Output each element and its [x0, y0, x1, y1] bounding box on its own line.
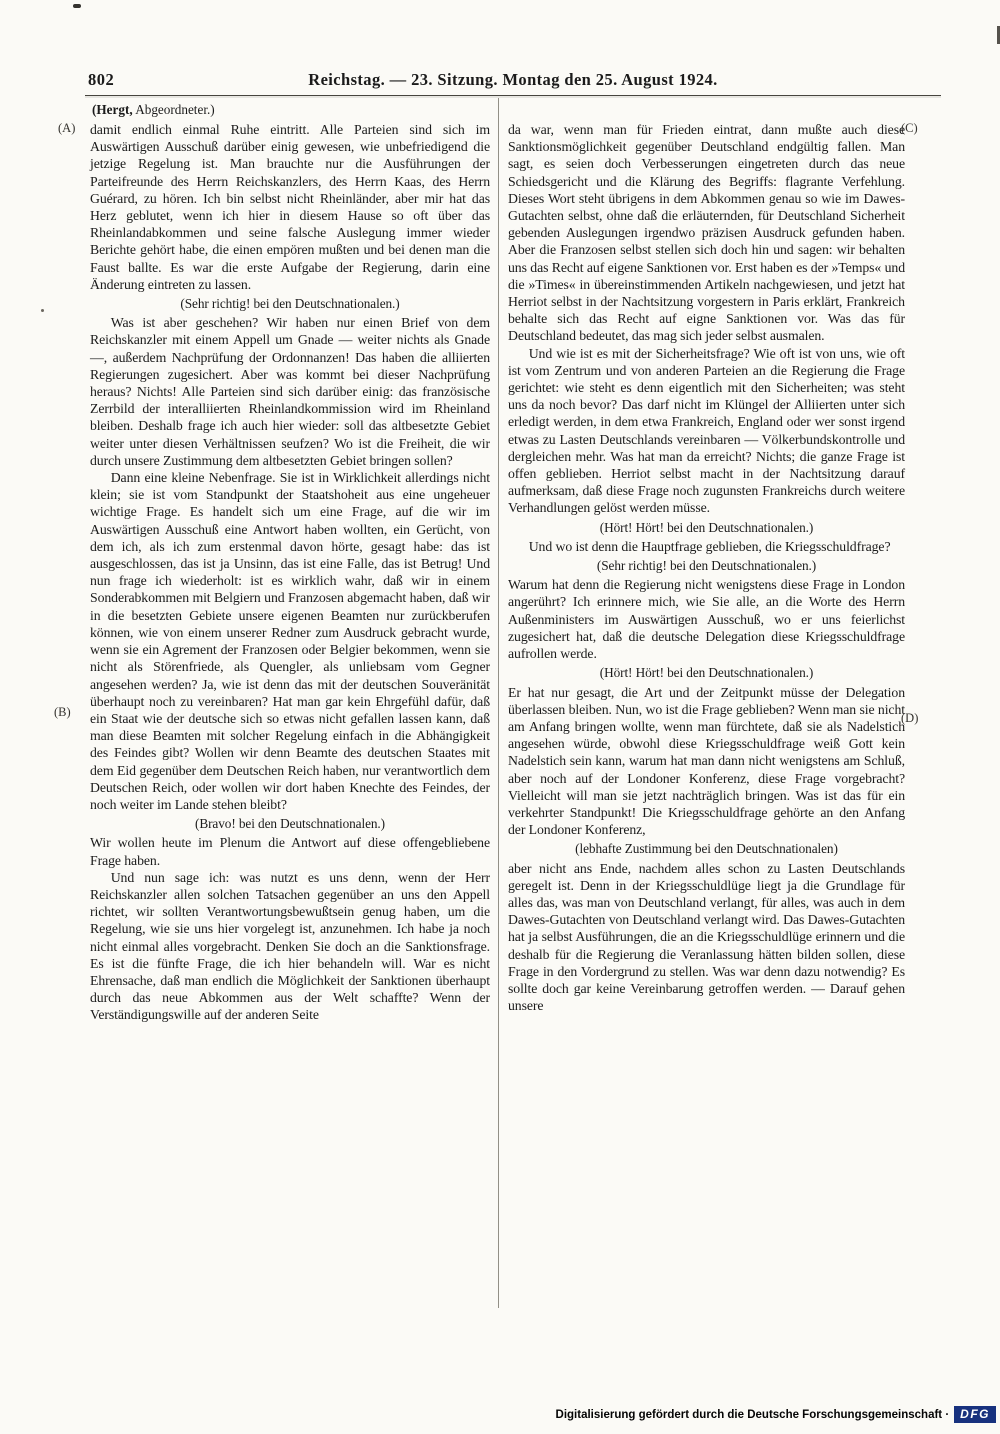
interjection: (Sehr richtig! bei den Deutschnationalen.): [180, 296, 400, 312]
scan-speck: [73, 4, 81, 8]
column-marker-d: (D): [901, 711, 919, 725]
column-divider: [498, 98, 499, 1308]
header-rule: [85, 95, 941, 96]
paragraph: Wir wollen heute im Plenum die Antwort auf diese offengebliebene Frage haben.: [90, 835, 490, 868]
paragraph: Warum hat denn die Regierung nicht wenigstens diese Frage in London angerührt? Ich erinnere mich, wie Sie alle, an die Worte des Herrn Außenministers im Auswärtigen Ausschuß, wo er uns feierlichst zugesichert hat, daß die deutsche Delegation diese Kriegsschuldfrage aufrollen werde.: [508, 577, 905, 662]
right-column: [508, 121, 905, 1014]
interjection: (Hört! Hört! bei den Deutschnationalen.): [599, 519, 814, 535]
scan-speck: [41, 309, 44, 312]
paragraph: aber nicht ans Ende, nachdem alles schon zu Lasten Deutschlands geregelt ist. Denn in der Kriegsschuldlüge liegt ja die Grundlage für alles das, was man von Deutschland verlangt, für alles, was auch in dem Dawes-Gutachten von Deutschland verlangt wird. Das Dawes-Gutachten hat ja selbst Ausführungen, die an die Kriegsschuldlüge erinnern und die deshalb für die Regierung die Veranlassung hätten bilden sollen, diese Frage in den Vordergrund zu stellen. Was war denn dazu notwendig? Es sollte doch gar keine Vereinbarung getroffen werden. — Darauf gehen unsere: [508, 860, 905, 1014]
speaker-name: (Hergt,: [92, 102, 133, 117]
interjection: (Hört! Hört! bei den Deutschnationalen.): [599, 665, 814, 681]
paragraph: Was ist aber geschehen? Wir haben nur einen Brief von dem Reichskanzler mit einem Appell um Gnade — weiter nichts als Gnade —, außerdem Nachprüfung der Ordonnanzen! Das haben die alliierten Regierungen zugesichert. Aber was kommt bei dieser Nachprüfung heraus? Nichts! Alle Parteien sind sich darüber einig: das französische Zerrbild der interalliierten Rheinlandkommission wird im Rheinland bleiben. Deshalb frage ich auch hier wieder: soll das altbesetzte Gebiet weiter unter diesen Verhältnissen seufzen? Wo ist die Freiheit, die wir durch unsere Zustimmung dem altbesetzten Gebiet bringen sollen?: [90, 315, 490, 468]
paragraph: Dann eine kleine Nebenfrage. Sie ist in Wirklichkeit allerdings nicht klein; sie ist vom Standpunkt der Staatshoheit aus eine ungeheuer wichtige Frage. Es handelt sich um eine Frage, auf die wir im Auswärtigen Ausschuß eine Antwort haben wollten, ein Gerücht, von dem ich, als ich zum erstenmal davon hörte, gesagt habe: das ist ausgeschlossen, das ist ja Unsinn, das ist eine Falle, das ist Betrug! Und nun frage ich wiederholt: ist es wirklich wahr, daß wir in einem Sonderabkommen mit Belgiern und Franzosen abgemacht haben, daß wir in die besetzten Gebiete unsere eigenen Beamten nur zurückberufen können, wie von einem unserer Redner zum Ausdruck gebracht wurde, wenn sie ein Agrement der Franzosen oder Belgier bekommen, wenn sie nicht als Störenfriede, als Quengler, als unliebsam vom Gegner angesehen werden? Ja, wie ist denn das mit der deutschen Souveränität überhaupt noch zu vereinbaren? Hat man gar kein Ehrgefühl dafür, daß ein Staat wie der deutsche sich so etwas nicht gefallen lassen kann, daß man diese Beamten mit solcher Regelung einfach in die Abhängigkeit des Feindes gibt? Wollen wir denn Beamte des deutschen Staates mit dem Eid gegenüber dem Deutschen Reich haben, nur verantwortlich dem Deutschen Reich, oder wollen wir dort haben Knechte des Feindes, der noch weiter im Lande stehen bleibt?: [90, 470, 490, 812]
speaker-role: Abgeordneter.): [132, 102, 215, 117]
interjection: (Bravo! bei den Deutschnationalen.): [195, 816, 385, 832]
page-header-title: Reichstag. — 23. Sitzung. Montag den 25. August 1924.: [308, 70, 718, 89]
speaker-note: [92, 102, 215, 118]
digitization-footer: [556, 1406, 996, 1423]
interjection: (Sehr richtig! bei den Deutschnationalen.): [596, 558, 817, 574]
left-column: [90, 121, 490, 1024]
column-marker-b: (B): [54, 705, 71, 719]
digitization-credit: Digitalisierung gefördert durch die Deutsche Forschungsgemeinschaft ·: [555, 1408, 950, 1421]
column-marker-a: (A): [58, 121, 76, 135]
dfg-logo: DFG: [954, 1406, 996, 1423]
page-number: 802: [88, 70, 115, 89]
paragraph: Er hat nur gesagt, die Art und der Zeitpunkt müsse der Delegation überlassen bleiben. Nun, wo ist die Frage geblieben? Wenn man sie nicht am Anfang bringen wollte, wenn man fürchtete, daß sie als Nadelstich angesehen würde, obwohl diese Kriegsschuldfrage weiß Gott kein Nadelstich sein kann, warum hat man dann nicht wenigstens am Schluß, aber noch auf der Londoner Konferenz, diese Frage vorgebracht? Vielleicht will man sie jetzt nachträglich bringen. Was ist das für ein verkehrter Standpunkt! Die Kriegsschuldfrage gehörte an den Anfang der Londoner Konferenz,: [508, 684, 905, 838]
paragraph: Und wo ist denn die Hauptfrage geblieben, die Kriegsschuldfrage?: [528, 538, 891, 554]
column-marker-c: (C): [901, 121, 918, 135]
paragraph: da war, wenn man für Frieden eintrat, dann mußte auch diese Sanktionsmöglichkeit gegenüber Deutschland endgültig fallen. Man sagt, es seien doch Verbesserungen eingetreten durch das neue Schiedsgericht und die Klärung des Begriffs: flagrante Verfehlung. Dieses Wort steht übrigens in dem Abkommen genau so wie im Dawes-Gutachten selbst, ohne daß die erläuternden, für Deutschland Sicherheit gebenden Auslegungen irgendwo präzisen Ausdruck gefunden haben. Aber die Franzosen selbst stellen sich doch hin und sagen: wir behalten uns das Recht auf eigene Sanktionen vor. Erst haben es der »Temps« und die »Times« in übereinstimmenden Artikeln nachgewiesen, und jetzt hat Herriot selbst in der Nachtsitzung vorgestern in Paris erklärt, Frankreich behalte sich das Recht auf eigne Sanktionen vor. Was das für Deutschland bedeutet, das mag sich jeder selbst ausmalen.: [508, 122, 905, 344]
paragraph: Und nun sage ich: was nutzt es uns denn, wenn der Herr Reichskanzler allen solchen Tatsachen gegenüber an uns den Appell richtet, wir sollten Verantwortungsbewußtsein genug haben, um die Regelung, wie sie uns hier vorgelegt ist, anzunehmen. Ich habe ja noch nicht einmal alles vorgebracht. Denken Sie doch an die Sanktionsfrage. Es ist die fünfte Frage, die ich hier behandeln will. War es nicht Ehrensache, daß man endlich die Möglichkeit der Sanktionen überhaupt durch das neue Abkommen aus der Welt schaffte? Wenn der Verständigungswille auf der anderen Seite: [90, 869, 490, 1023]
interjection: (lebhafte Zustimmung bei den Deutschnationalen): [575, 841, 838, 857]
paragraph: Und wie ist es mit der Sicherheitsfrage? Wie oft ist von uns, wie oft ist vom Zentrum und von anderen Parteien an die Regierung die Frage gerichtet: wie steht es denn eigentlich mit den Sicherheiten; was steht uns da noch bevor? Das darf nicht im Klüngel der Alliierten unter sich erledigt werden, in dem etwa Frankreich, England oder wer sonst irgend etwas zu Lasten Deutschlands vereinbaren — Völkerbundskontrolle und dergleichen mehr. Was hat man da erreicht? Nichts; die ganze Frage ist offen geblieben. Herriot selbst macht in der Nachtsitzung darauf aufmerksam, daß diese Frage noch zugunsten Frankreichs durch weitere Verhandlungen gelöst werden müsse.: [508, 345, 905, 516]
paragraph: damit endlich einmal Ruhe eintritt. Alle Parteien sind sich im Auswärtigen Ausschuß darüber einig gewesen, wie unbefriedigend die jetzige Regelung ist. Man brauchte nur die Ausführungen der Parteifreunde des Herrn Reichskanzlers, des Herrn Kaas, des Herrn Guérard, zu hören. Ich bin selbst nicht Rheinländer, aber mir hat das Herz geblutet, wenn ich hier in diesem Hause so oft über das Rheinlandabkommen und seine falsche Auslegung immer wieder Berichte gehört habe, die einen empören mußten und bei denen man die Faust ballte. Es war die erste Aufgabe der Regierung, darin eine Änderung eintreten zu lassen.: [90, 122, 490, 292]
